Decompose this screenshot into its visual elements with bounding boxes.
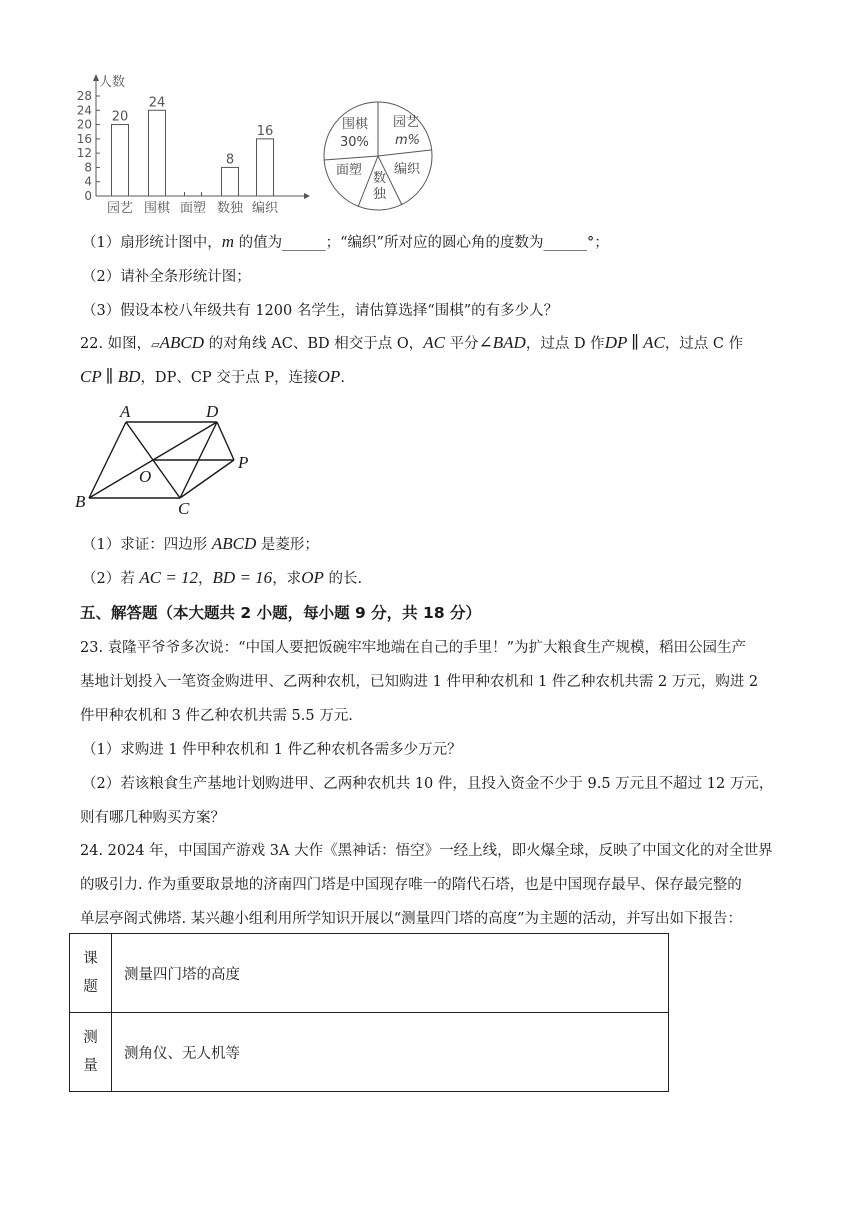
x-category-label: 面塑	[179, 201, 207, 216]
pie-label-shudu-2: 独	[373, 187, 387, 202]
q23-part2: （2）若该粮食生产基地计划购进甲、乙两种农机共 10 件，且投入资金不少于 9.5 万元且不超过 12 万元，	[82, 776, 774, 792]
q23-stem-line1: 23. 袁隆平爷爷多次说：“中国人要把饭碗牢牢地端在自己的手里！”为扩大粮食生产规模，稻田公园生产	[80, 640, 746, 656]
q22-stem-line2: CP ∥ BD，DP、CP 交于点 P，连接OP.	[80, 367, 345, 386]
x-axis-arrow	[304, 193, 310, 199]
pie-divider-center-right	[378, 150, 431, 156]
pie-chart	[318, 100, 443, 212]
report-label-topic: 课 题	[70, 934, 112, 1013]
y-axis-title: 人数	[99, 75, 126, 90]
y-tick-label: 12	[76, 146, 92, 161]
bar	[149, 110, 166, 196]
q22-stem-line1: 22. 如图，▱ABCD 的对角线 AC、BD 相交于点 O，AC 平分∠BAD，过点 D 作DP ∥ AC，过点 C 作	[80, 333, 744, 352]
pie-value-yuanyi: m%	[395, 133, 421, 148]
label-D: D	[206, 402, 219, 421]
bar-value-label: 20	[111, 109, 129, 125]
label-P: P	[238, 453, 249, 472]
section-heading: 五、解答题（本大题共 2 小题，每小题 9 分，共 18 分）	[80, 604, 482, 622]
bar-value-label: 8	[225, 152, 235, 168]
label-O: O	[139, 467, 152, 486]
q21-part3: （3）假设本校八年级共有 1200 名学生，请估算选择“围棋”的有多少人？	[82, 303, 559, 319]
bar	[257, 139, 274, 196]
y-tick-label: 28	[76, 89, 92, 103]
report-label-tools: 测 量	[70, 1013, 112, 1092]
pie-divider-center-left	[324, 156, 378, 160]
pie-label-miansu: 面塑	[336, 163, 363, 178]
x-category-label: 数独	[216, 201, 244, 216]
y-tick-label: 4	[84, 174, 92, 189]
bar-chart	[72, 68, 322, 218]
report-value-tools: 测角仪、无人机等	[112, 1013, 669, 1092]
q24-stem-line1: 24. 2024 年，中国国产游戏 3A 大作《黑神话：悟空》一经上线，即火爆全球，反映了中国文化的对全世界	[80, 843, 773, 859]
x-category-label: 围棋	[143, 201, 171, 216]
q24-stem-line2: 的吸引力. 作为重要取景地的济南四门塔是中国现存唯一的隋代石塔，也是中国现存最早、保存最完整的	[80, 877, 742, 893]
bar	[112, 125, 129, 196]
q23-part1: （1）求购进 1 件甲种农机和 1 件乙种农机各需多少万元？	[82, 742, 462, 758]
report-row-tools	[70, 1013, 669, 1092]
report-row-topic	[70, 934, 669, 1013]
label-A: A	[120, 402, 131, 421]
q21-part1: （1）扇形统计图中，m 的值为______；“编织”所对应的圆心角的度数为______°；	[82, 232, 609, 251]
q22-figure	[72, 398, 262, 520]
x-category-label: 园艺	[106, 201, 134, 216]
bar-value-label: 16	[256, 123, 274, 139]
q22-part2: （2）若 AC = 12，BD = 16，求OP 的长.	[82, 568, 363, 587]
pie-label-weiqi: 围棋	[342, 117, 369, 132]
q22-part1: （1）求证：四边形 ABCD 是菱形；	[82, 534, 319, 553]
y-tick-label: 24	[76, 103, 92, 118]
q21-part2: （2）请补全条形统计图；	[82, 269, 251, 285]
bar	[222, 167, 239, 196]
q23-part2-cont: 则有哪几种购买方案？	[80, 810, 225, 826]
bar-value-label: 24	[148, 95, 166, 111]
label-B: B	[75, 492, 86, 511]
q23-stem-line3: 件甲种农机和 3 件乙种农机共需 5.5 万元.	[80, 708, 353, 724]
report-value-topic: 测量四门塔的高度	[112, 934, 669, 1013]
y-tick-label: 8	[84, 160, 92, 175]
q24-stem-line3: 单层亭阁式佛塔. 某兴趣小组利用所学知识开展以“测量四门塔的高度”为主题的活动，并写出如下报告：	[80, 911, 743, 927]
pie-label-shudu-1: 数	[373, 171, 387, 186]
pie-value-weiqi: 30%	[340, 135, 369, 150]
y-tick-label: 20	[76, 117, 92, 132]
x-category-label: 编织	[251, 201, 279, 216]
y-tick-label: 16	[76, 131, 92, 146]
pie-label-yuanyi: 园艺	[393, 115, 420, 130]
pie-label-bianzhi: 编织	[394, 162, 421, 177]
q23-stem-line2: 基地计划投入一笔资金购进甲、乙两种农机，已知购进 1 件甲种农机和 1 件乙种农机共需 2 万元，购进 2	[80, 674, 759, 690]
report-table	[69, 933, 669, 1092]
label-C: C	[178, 499, 190, 518]
y-tick-label: 0	[84, 189, 92, 203]
